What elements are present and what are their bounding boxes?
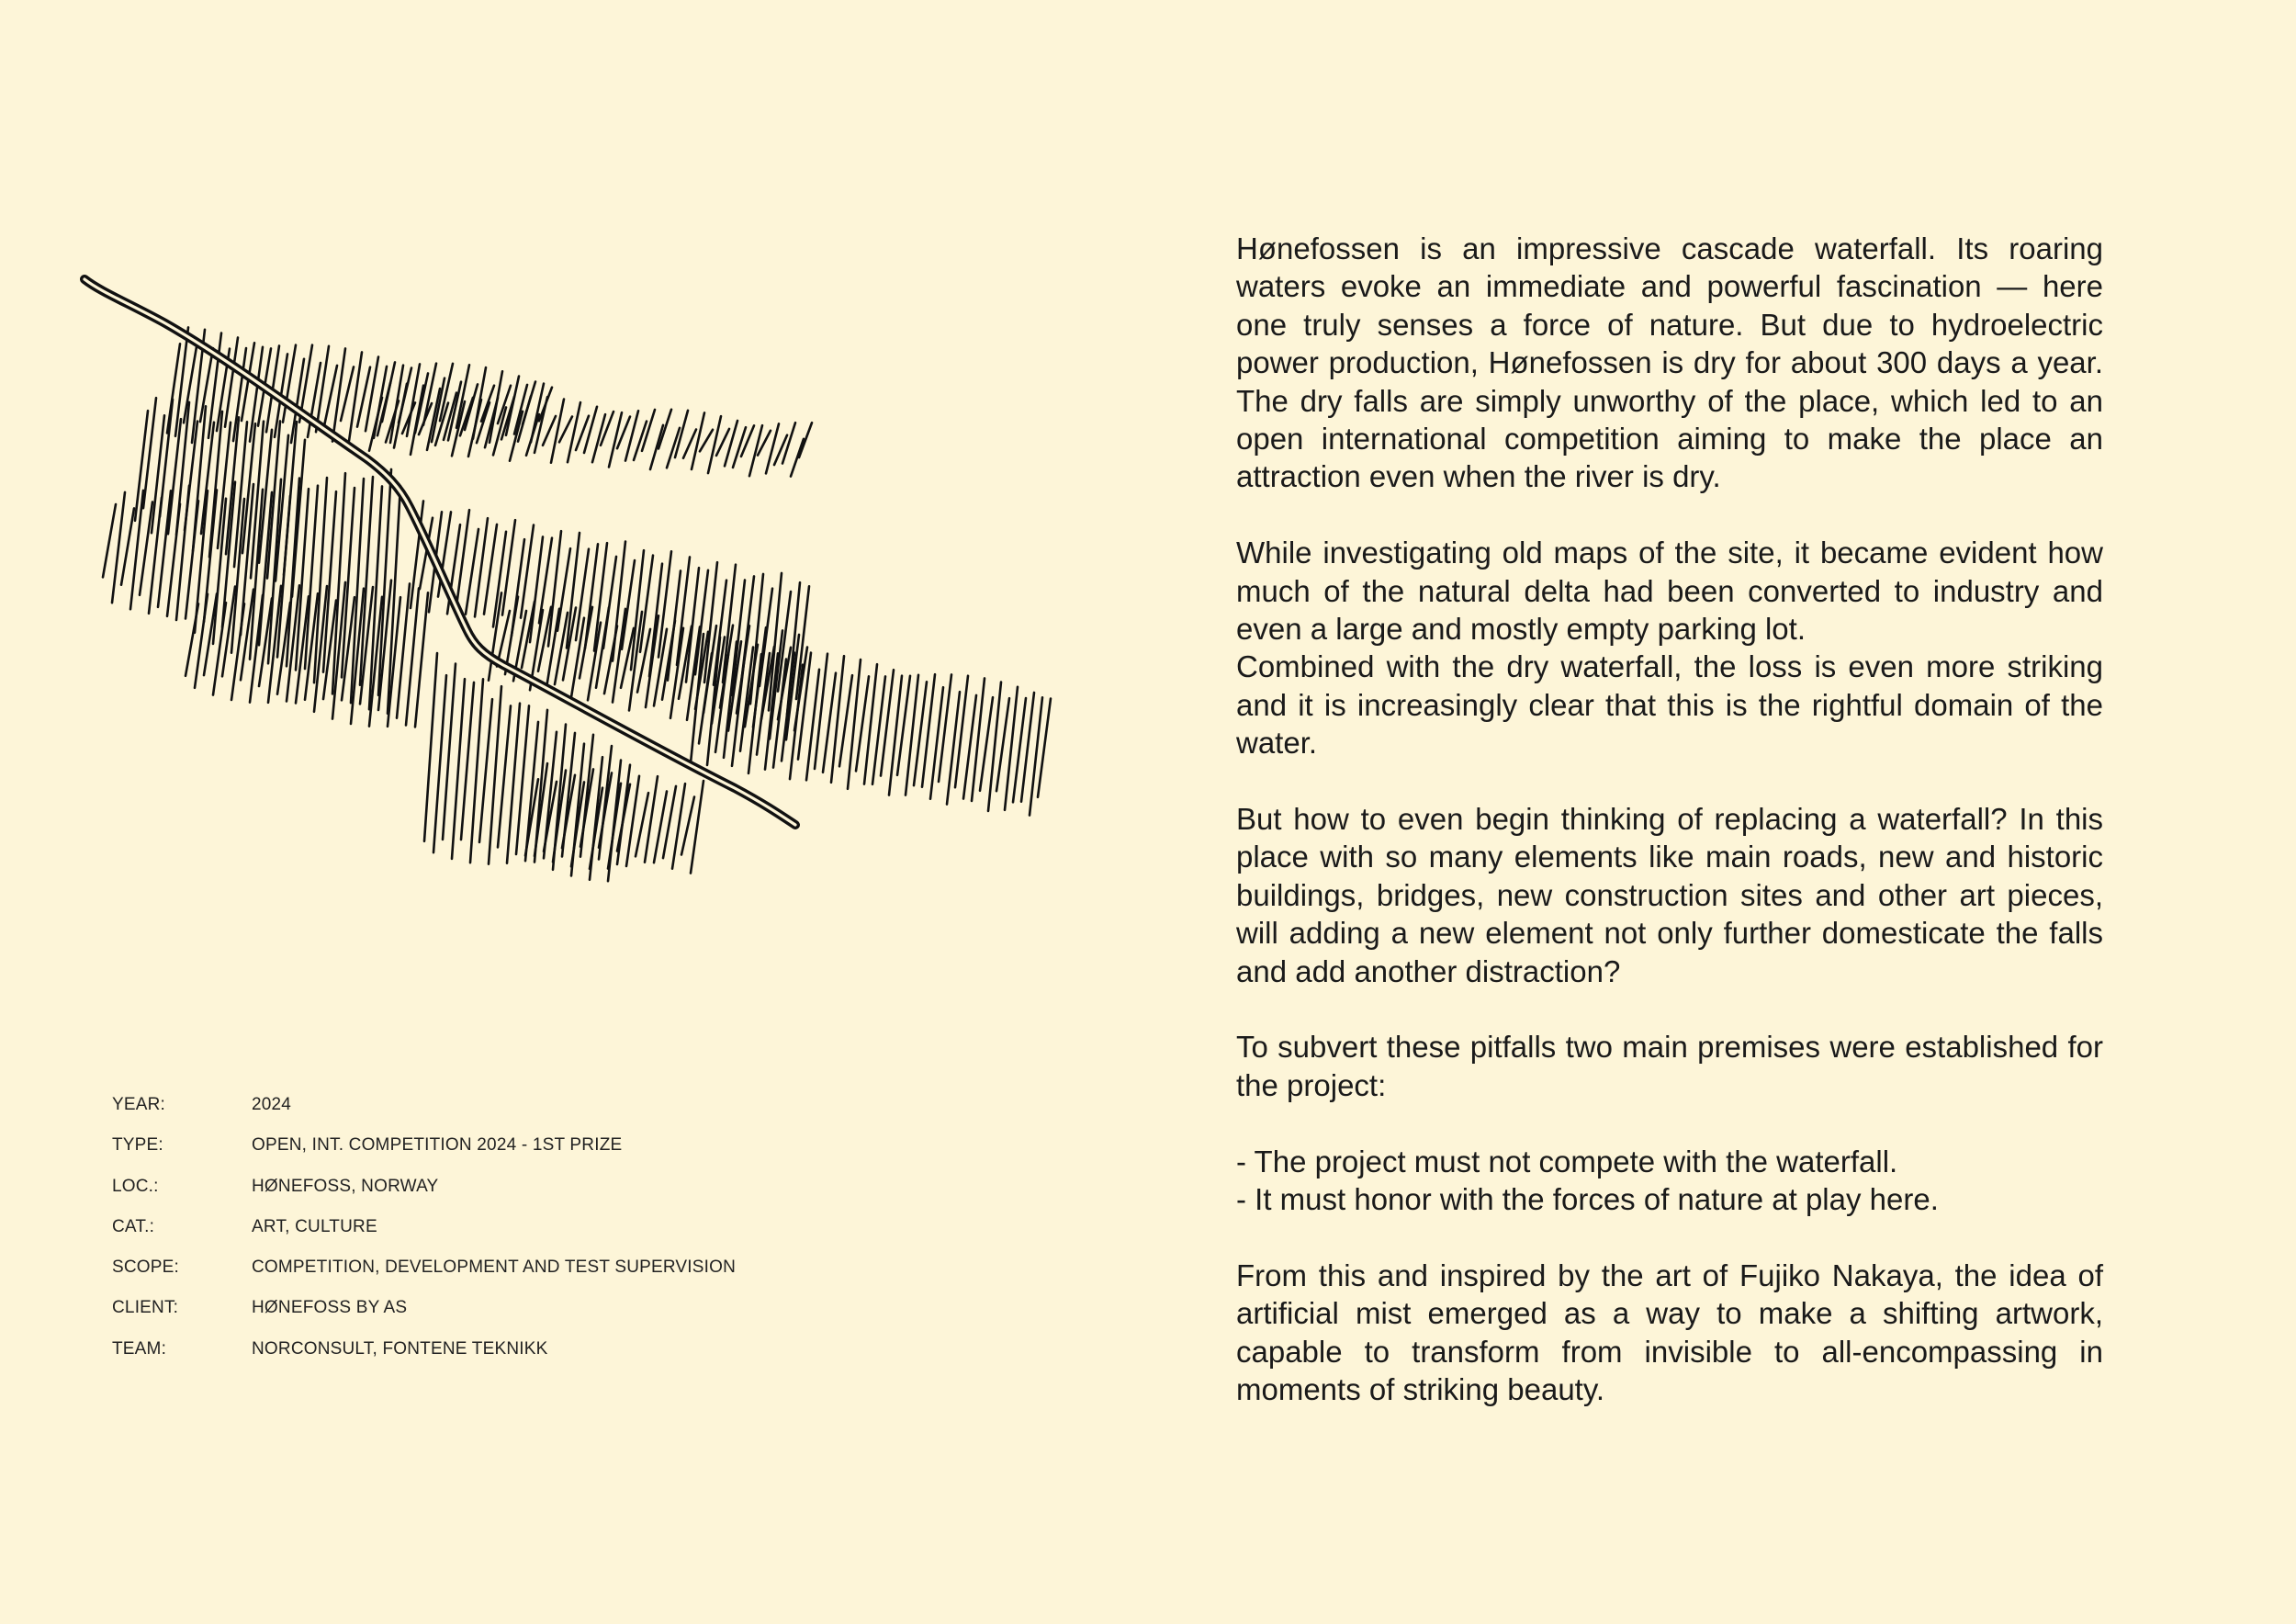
premises-list [1236, 1143, 2103, 1219]
meta-label: LOC.: [112, 1176, 159, 1196]
hatch-stroke [848, 660, 861, 789]
hatch-stroke [103, 504, 116, 577]
paragraph-intro: Hønefossen is an impressive cascade waterfall. Its roaring waters evoke an immediate and powerful fascination — here one truly senses a force of nature. But due to hydroelectric power production, Hønefossen is dry for about 300 days a year. The dry falls are simply unworthy of the place, which led to an open international competition aiming to make the place an attraction even when the river is dry. [1236, 231, 2103, 494]
hatch-stroke [584, 407, 597, 453]
hatch-stroke [580, 607, 592, 679]
river-hatching-illustration [0, 0, 1194, 1010]
hatch-stroke [707, 637, 720, 765]
hatch-stroke [551, 400, 564, 463]
hatch-stroke [526, 414, 539, 456]
hatch-stroke [411, 386, 423, 455]
paragraph-conclusion: From this and inspired by the art of Fujiko Nakaya, the idea of artificial mist emerged as a way to make a shifting artwork, capable to transform from invisible to all-encompassing in moments of striking beauty. [1236, 1257, 2103, 1407]
hatch-stroke [152, 415, 164, 533]
hatch-stroke [349, 352, 362, 441]
meta-value: NORCONSULT, FONTENE TEKNIKK [252, 1338, 548, 1359]
meta-value: 2024 [252, 1095, 292, 1114]
hatch-stroke [571, 782, 584, 866]
paragraph-question: But how to even begin thinking of replacing a waterfall? In this place with so many elements like main roads, new and historic buildings, bridges, new construction sites and other art pieces, will adding a new element not only further domesticate the falls and add another distraction? [1236, 802, 2103, 988]
meta-value: OPEN, INT. COMPETITION 2024 - 1ST PRIZE [252, 1135, 623, 1156]
hatch-stroke [568, 402, 580, 462]
meta-label: SCOPE: [112, 1257, 179, 1278]
list-item: - It must honor with the forces of nature at play here. [1236, 1182, 1939, 1217]
hatch-stroke [662, 621, 675, 700]
hatch-stroke [700, 430, 713, 452]
hatch-stroke [774, 435, 787, 465]
meta-value: ART, CULTURE [252, 1216, 377, 1236]
paragraph-maps-line-b: Combined with the dry waterfall, the loss is even more striking and it is increasingly clear that this is the rightful domain of the water. [1236, 649, 2103, 761]
meta-row-team [112, 1339, 939, 1380]
hatch-stroke [708, 416, 721, 473]
meta-row-type [112, 1135, 939, 1176]
hatch-stroke [521, 525, 534, 618]
hatch-stroke [332, 348, 345, 441]
hatch-stroke [543, 416, 556, 445]
hatch-stroke [588, 623, 601, 701]
hatch-stroke [1005, 687, 1018, 810]
hatch-stroke [681, 797, 694, 855]
meta-value: COMPETITION, DEVELOPMENT AND TEST SUPERVISION [252, 1257, 737, 1278]
project-description [1236, 230, 2103, 1447]
hatch-stroke [988, 682, 1001, 811]
meta-label: CLIENT: [112, 1298, 179, 1318]
hatch-stroke [972, 678, 985, 801]
project-meta-table [112, 1095, 939, 1380]
meta-row-year [112, 1095, 939, 1135]
hatch-stroke [522, 602, 535, 668]
hatch-stroke [791, 439, 804, 477]
hatch-stroke [580, 769, 593, 846]
hatch-stroke [831, 656, 844, 783]
paragraph-maps-line-a: While investigating old maps of the site, it became evident how much of the natural delta had been converted to industry and even a large and mostly empty parking lot. [1236, 536, 2103, 647]
hatch-stroke [456, 510, 469, 606]
hatch-stroke [766, 423, 779, 473]
hatch-stroke [143, 398, 156, 508]
hatch-stroke [613, 609, 625, 703]
meta-label: CAT.: [112, 1216, 155, 1236]
hatch-stroke [502, 520, 515, 615]
meta-row-client [112, 1298, 939, 1338]
meta-value: HØNEFOSS, NORWAY [252, 1176, 439, 1196]
hatch-stroke [947, 692, 960, 804]
hatch-stroke [559, 416, 572, 442]
meta-row-location [112, 1177, 939, 1217]
meta-label: YEAR: [112, 1095, 166, 1114]
hatch-stroke [939, 674, 951, 782]
hatch-stroke [650, 425, 663, 469]
hatch-stroke [691, 781, 703, 874]
hatch-stroke [799, 423, 812, 457]
hatch-stroke [186, 603, 198, 675]
hatch-stroke [658, 410, 671, 449]
meta-label: TYPE: [112, 1135, 163, 1156]
hatch-stroke [590, 788, 602, 869]
paragraph-premises: To subvert these pitfalls two main premises were established for the project: [1236, 1030, 2103, 1102]
hatch-stroke [557, 548, 570, 631]
hatch-stroke [741, 425, 754, 457]
meta-value: HØNEFOSS BY AS [252, 1298, 408, 1318]
meta-label: TEAM: [112, 1338, 167, 1359]
hatch-stroke [692, 412, 704, 469]
hatch-stroke [806, 670, 819, 781]
hatch-stroke [121, 508, 134, 584]
list-item: - The project must not compete with the waterfall. [1236, 1144, 1898, 1179]
meta-row-category [112, 1217, 939, 1257]
hatch-stroke [498, 705, 511, 847]
paragraph-maps [1236, 534, 2103, 761]
meta-row-scope [112, 1257, 939, 1298]
